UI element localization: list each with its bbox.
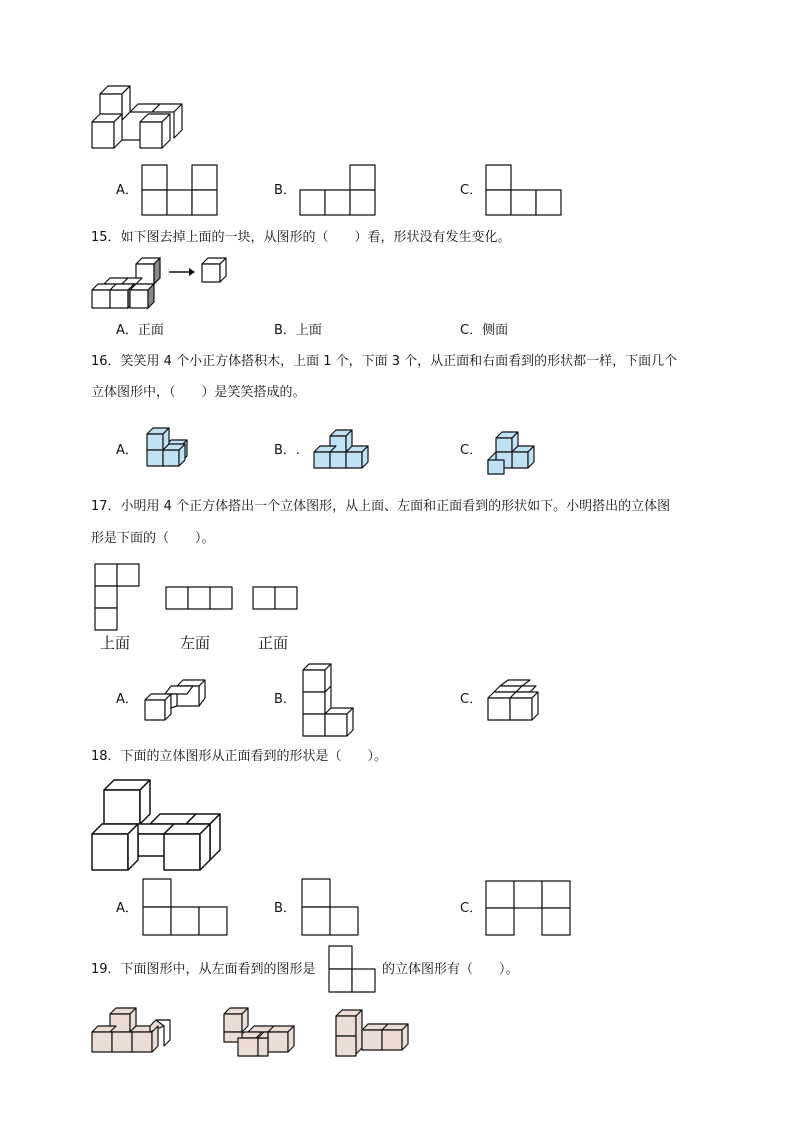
q15-option-c[interactable]: C．侧面: [460, 323, 509, 338]
q16-question-line1: 16．笑笑用 4 个小正方体搭积木，上面 1 个，下面 3 个，从正面和右面看到的形状都一样，下面几个: [91, 354, 678, 369]
q18-solid-figure: [90, 776, 226, 874]
q15-single-cube: [200, 256, 232, 286]
q14-option-a-view: [141, 164, 221, 218]
q14-option-c-view: [485, 164, 565, 218]
q18-option-c-view: [485, 880, 575, 938]
q19-figure-3: [334, 1008, 418, 1060]
q17-top-view: [94, 563, 142, 631]
q14-option-c[interactable]: C．: [460, 183, 483, 198]
q15-option-b[interactable]: B．上面: [274, 323, 322, 338]
q17-option-a[interactable]: A．: [116, 692, 138, 707]
q14-option-b-view: [299, 164, 379, 218]
q17-question-line2: 形是下面的（ ）。: [91, 531, 215, 546]
q19-left-view-icon: [328, 945, 378, 995]
q18-question: 18．下面的立体图形从正面看到的形状是（ ）。: [91, 749, 388, 764]
q18-option-a-view: [142, 878, 232, 938]
q16-option-a-figure: [143, 426, 193, 470]
q18-option-a[interactable]: A．: [116, 901, 138, 916]
q17-front-view: [252, 586, 300, 612]
q19-question-after: 的立体图形有（ ）。: [382, 962, 519, 977]
q18-option-c[interactable]: C．: [460, 901, 483, 916]
q19-figure-2: [222, 1006, 302, 1060]
q17-question-line1: 17．小明用 4 个正方体搭出一个立体图形，从上面、左面和正面看到的形状如下。小明搭出的立体图: [91, 499, 671, 514]
q17-option-b[interactable]: B．: [274, 692, 296, 707]
q15-option-a[interactable]: A．正面: [116, 323, 164, 338]
q18-option-b-view: [301, 878, 363, 938]
q14-option-b[interactable]: B．: [274, 183, 296, 198]
q19-question-before: 19．下面图形中，从左面看到的图形是: [91, 962, 316, 977]
q17-option-c[interactable]: C．: [460, 692, 483, 707]
q16-option-b[interactable]: B．.: [274, 443, 301, 458]
q14-option-a[interactable]: A．: [116, 183, 138, 198]
q17-label-left: 左面: [180, 634, 211, 652]
q17-option-a-figure: [143, 678, 219, 724]
q16-option-c-figure: [486, 430, 536, 476]
q15-question: 15．如下图去掉上面的一块，从图形的（ ）看，形状没有发生变化。: [91, 230, 511, 245]
q18-option-b[interactable]: B．: [274, 901, 296, 916]
q17-option-c-figure: [486, 678, 544, 724]
q16-option-c[interactable]: C．: [460, 443, 483, 458]
q16-option-b-figure: [312, 428, 370, 470]
q17-label-front: 正面: [258, 634, 289, 652]
q17-label-top: 上面: [100, 634, 131, 652]
q14-solid-figure: [90, 84, 185, 154]
q16-question-line2: 立体图形中，（ ）是笑笑搭成的。: [91, 385, 306, 400]
q16-option-a[interactable]: A．: [116, 443, 138, 458]
q19-figure-1: [90, 1006, 174, 1056]
arrow-icon: [168, 266, 196, 278]
q15-solid-figure: [90, 256, 165, 312]
q17-left-view: [165, 586, 235, 612]
q17-option-b-figure: [301, 662, 361, 738]
